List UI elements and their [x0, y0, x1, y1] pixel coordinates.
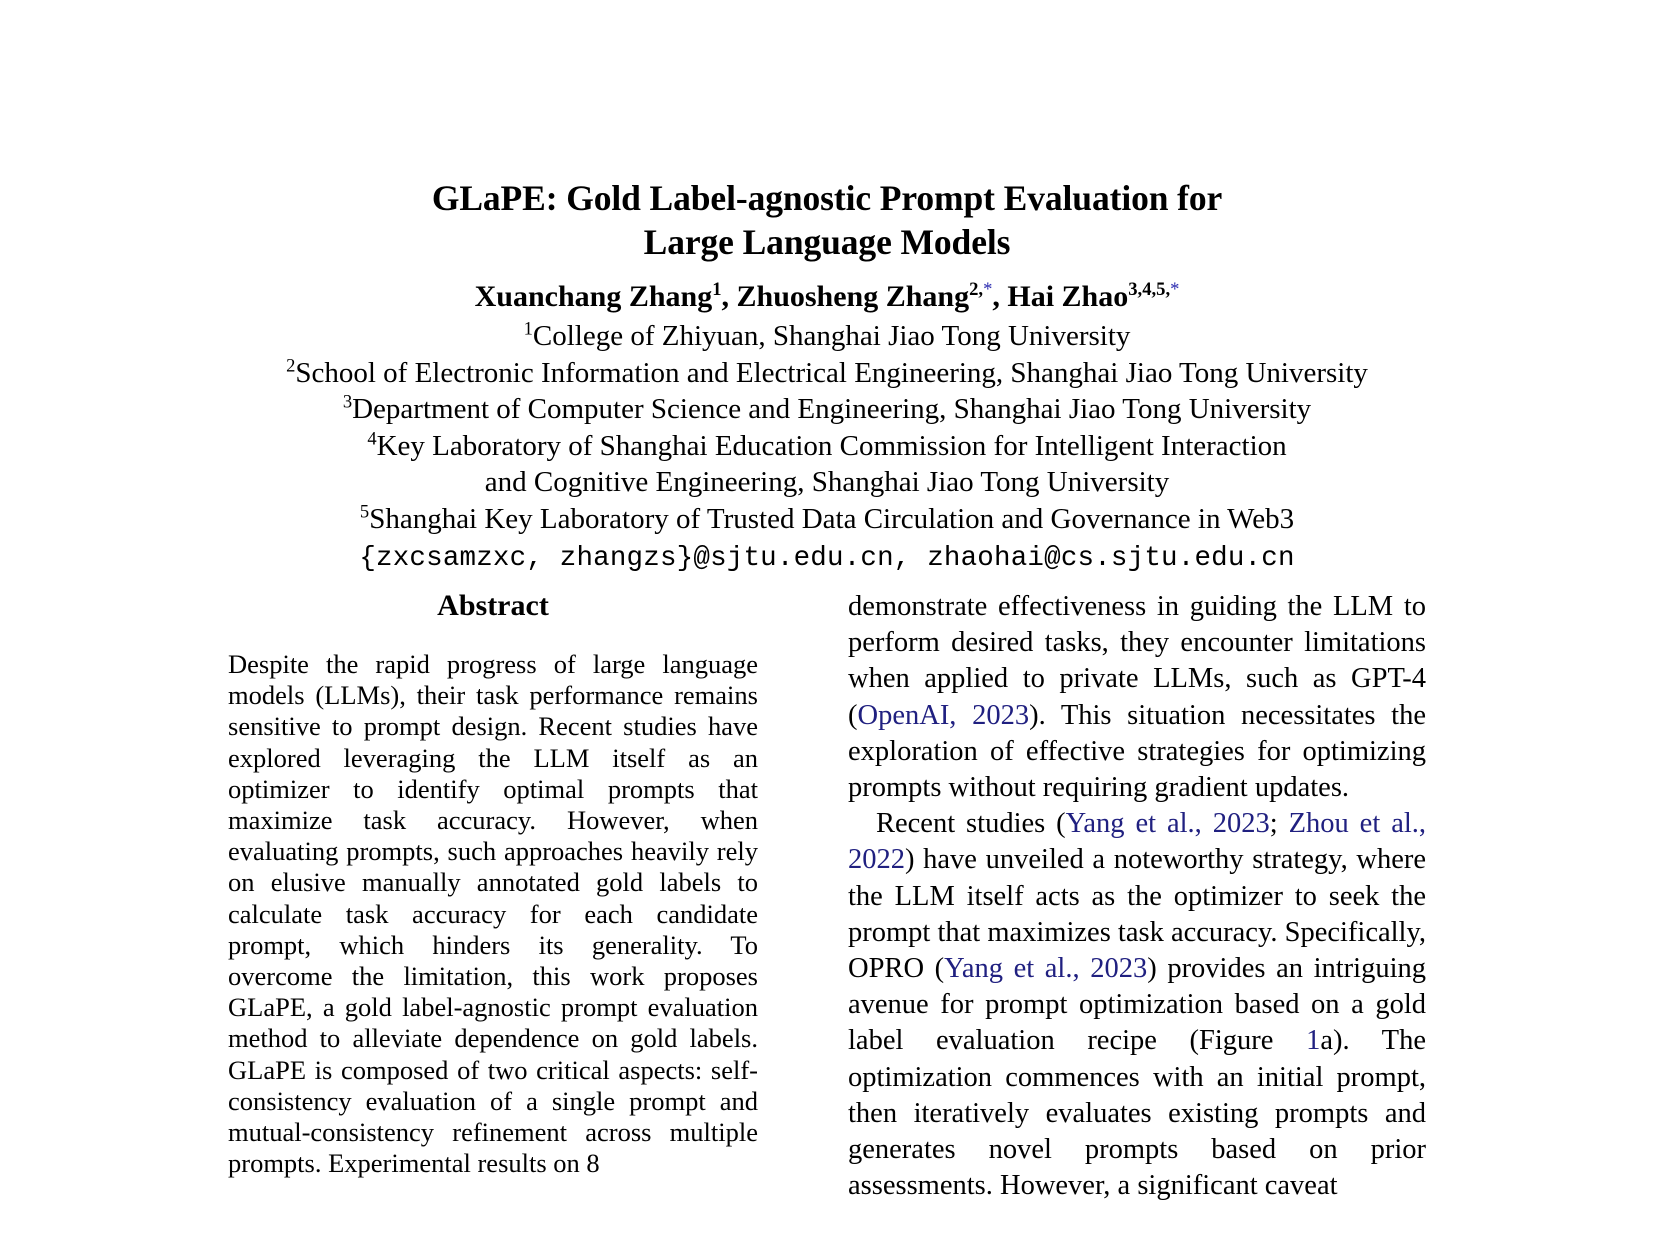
- author-list: [228, 278, 1426, 316]
- affiliation-marker: 4: [367, 427, 377, 449]
- author-name-3: Hai Zhao: [1007, 280, 1129, 313]
- citation-separator: ;: [1269, 808, 1289, 840]
- title-line-1: GLaPE: Gold Label-agnostic Prompt Evaluation for: [431, 178, 1223, 218]
- author-separator-1: ,: [721, 280, 737, 313]
- author-affiliation-number-2: 2,: [969, 279, 984, 300]
- citation-link-yang-2023-b[interactable]: Yang et al., 2023: [944, 953, 1148, 985]
- abstract-heading: Abstract: [437, 589, 549, 622]
- title-line-2: Large Language Models: [643, 222, 1011, 262]
- affiliation-text: Key Laboratory of Shanghai Education Commission for Intelligent Interaction: [376, 429, 1287, 462]
- intro-paragraph-1: [848, 589, 1426, 806]
- body-columns: [228, 589, 1426, 1204]
- affiliation-marker: 2: [286, 354, 296, 376]
- affiliation-text: School of Electronic Information and Electrical Engineering, Shanghai Jiao Tong University: [295, 356, 1368, 389]
- abstract-text: Despite the rapid progress of large language models (LLMs), their task performance remains sensitive to prompt design. Recent studies have explored leveraging the LLM itself as an optimizer to identify optimal prompts that maximize task accuracy. However, when evaluating prompts, such approaches heavily rely on elusive manually annotated gold labels to calculate task accuracy for each candidate prompt, which hinders its generality. To overcome the limitation, this work proposes GLaPE, a gold label-agnostic prompt evaluation method to alleviate dependence on gold labels. GLaPE is composed of two critical aspects: self-consistency evaluation of a single prompt and mutual-consistency refinement across multiple prompts. Experimental results on 8: [228, 649, 758, 1179]
- paragraph-text: Recent studies (: [876, 808, 1066, 840]
- author-affiliation-marker-3: [1128, 279, 1179, 300]
- affiliation-item: [228, 501, 1426, 538]
- paragraph-text: demonstrate effectiveness in guiding the LLM to perform desired tasks, they encounter limitations when applied to private LLMs, such as GPT-4 (: [848, 591, 1426, 731]
- affiliation-text: Department of Computer Science and Engineering, Shanghai Jiao Tong University: [352, 393, 1312, 425]
- affiliation-text: and Cognitive Engineering, Shanghai Jiao Tong University: [484, 466, 1170, 498]
- corresponding-author-asterisk-3[interactable]: *: [1170, 279, 1180, 300]
- page-title: [228, 176, 1426, 264]
- paragraph-text: ). This situation necessitates the exploration of effective strategies for optimizing prompts without requiring gradient updates.: [848, 699, 1426, 804]
- affiliation-marker: 1: [523, 318, 533, 340]
- paragraph-text: a). The optimization commences with an initial prompt, then iteratively evaluates existing prompts and generates novel prompts based on prior assessments. However, a significant caveat: [848, 1025, 1426, 1202]
- affiliation-item: [228, 391, 1426, 428]
- affiliation-item: [228, 318, 1426, 355]
- citation-link-yang-2023[interactable]: Yang et al., 2023: [1065, 808, 1270, 840]
- author-emails[interactable]: {zxcsamzxc, zhangzs}@sjtu.edu.cn, zhaohai@cs.sjtu.edu.cn: [359, 543, 1295, 574]
- author-name-2: Zhuosheng Zhang: [736, 280, 970, 313]
- author-separator-2: ,: [992, 280, 1008, 313]
- intro-paragraph-2: [848, 806, 1426, 1204]
- affiliation-text: College of Zhiyuan, Shanghai Jiao Tong University: [532, 320, 1131, 352]
- right-column: [848, 589, 1426, 1204]
- paragraph-text: ) provides an intriguing avenue for prompt optimization based on a gold label evaluation recipe (Figure: [848, 953, 1426, 1057]
- left-column: [228, 589, 758, 1179]
- affiliation-item-continuation: [228, 464, 1426, 501]
- affiliation-list: [228, 318, 1426, 537]
- affiliation-text: Shanghai Key Laboratory of Trusted Data Circulation and Governance in Web3: [369, 502, 1295, 535]
- author-affiliation-marker-1: 1: [712, 279, 722, 300]
- citation-link-zhou-2022[interactable]: Zhou et al., 2022: [848, 808, 1427, 876]
- author-affiliation-marker-2: [969, 279, 992, 300]
- author-name-1: Xuanchang Zhang: [474, 280, 713, 313]
- figure-reference-link-1[interactable]: 1: [1306, 1025, 1321, 1057]
- affiliation-marker: 5: [359, 500, 370, 522]
- author-affiliation-number-3: 3,4,5,: [1128, 279, 1171, 300]
- citation-link-openai-2023[interactable]: OpenAI, 2023: [857, 699, 1030, 731]
- corresponding-author-asterisk-2[interactable]: *: [983, 279, 993, 300]
- paragraph-text: ) have unveiled a noteworthy strategy, where the LLM itself acts as the optimizer to seek the prompt that maximizes task accuracy. Specifically, OPRO (: [848, 844, 1426, 985]
- affiliation-item: [228, 355, 1426, 392]
- affiliation-item: [228, 428, 1426, 465]
- affiliation-marker: 3: [342, 391, 353, 413]
